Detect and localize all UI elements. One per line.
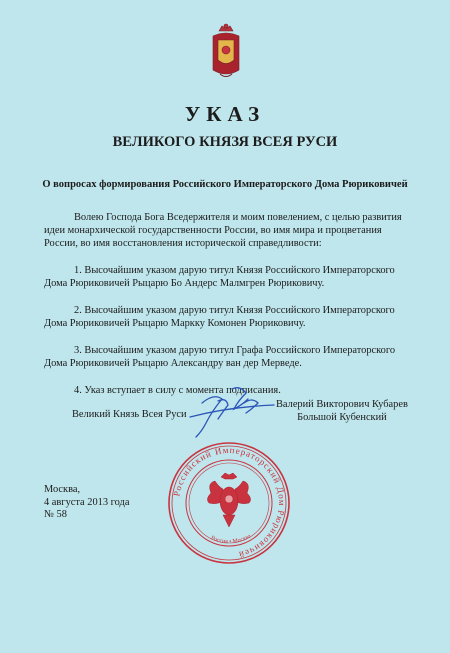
- seal-inner-text: Россия • Москва: [209, 533, 253, 546]
- signer-block: [276, 398, 408, 424]
- decree-subject: О вопросах формирования Российского Императорского Дома Рюриковичей: [42, 179, 408, 190]
- signer-title-2: Большой Кубенский: [297, 412, 387, 423]
- decree-body: [44, 211, 414, 411]
- preamble-paragraph: Волею Господа Бога Вседержителя и моим повелением, с целью развития идеи монархической государственности России, во имя мира и процветания России, во имя восстановления исторической справедливости:: [44, 212, 402, 249]
- decree-item: 3. Высочайшим указом дарую титул Графа Российского Императорского Дома Рюриковичей Рыцарю Александру ван дер Мерведе.: [44, 345, 396, 369]
- decree-item: 4. Указ вступает в силу с момента подписания.: [74, 385, 281, 396]
- date-text: 4 августа 2013 года: [44, 496, 130, 508]
- double-headed-eagle-icon: [207, 473, 250, 527]
- decree-title: УКАЗ: [184, 102, 266, 126]
- decree-item: 1. Высочайшим указом дарую титул Князя Российского Императорского Дома Рюриковичей Рыцарю Бо Андерс Малмгрен Рюриковичу.: [44, 265, 395, 289]
- decree-number: № 58: [44, 509, 67, 520]
- signer-name: Валерий Викторович Кубарев: [276, 399, 408, 410]
- official-seal: [167, 441, 291, 565]
- coat-of-arms-icon: [210, 22, 242, 82]
- seal-outer-text: Российский Императорский Дом Рюриковичей: [171, 444, 288, 561]
- handwritten-signature: [188, 383, 276, 439]
- decree-subtitle: ВЕЛИКОГО КНЯЗЯ ВСЕЯ РУСИ: [112, 134, 338, 150]
- decree-item: 2. Высочайшим указом дарую титул Князя Российского Императорского Дома Рюриковичей Рыцарю Маркку Комонен Рюриковичу.: [44, 305, 395, 329]
- place-date-block: [44, 484, 129, 522]
- signer-title: Великий Князь Всея Руси: [72, 409, 187, 420]
- place-text: Москва,: [44, 484, 81, 495]
- svg-text:Россия • Москва: [210, 533, 253, 545]
